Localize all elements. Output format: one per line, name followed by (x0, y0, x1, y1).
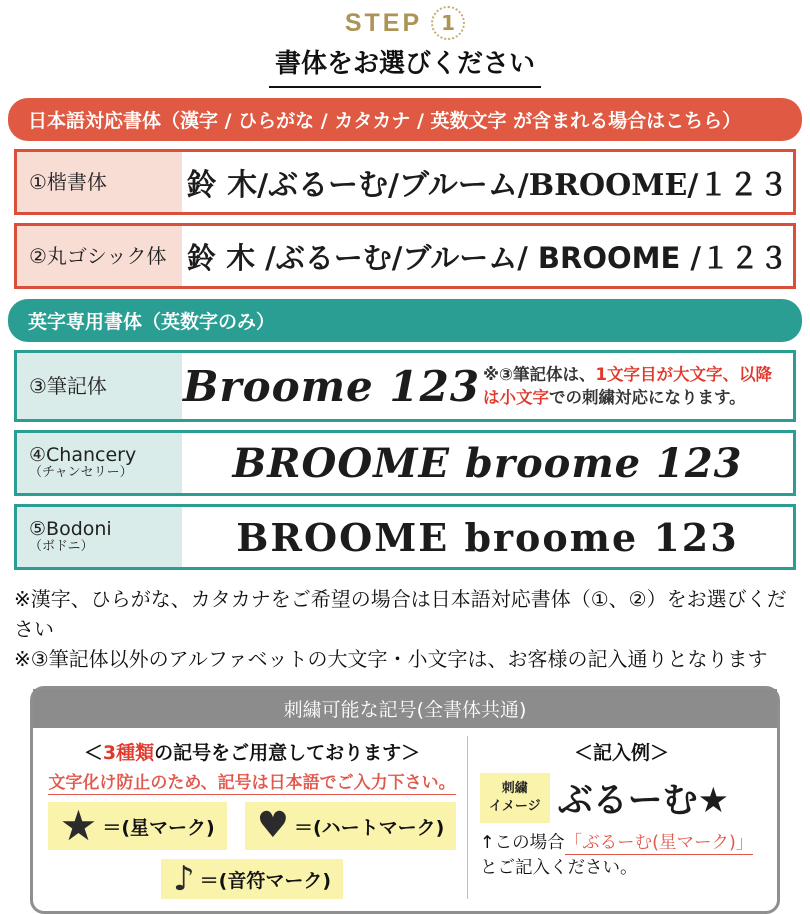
symbol-chip-star (48, 802, 227, 850)
symbols-box-body (33, 728, 777, 911)
font-label-text: ③筆記体 (29, 373, 107, 398)
script-note-text: ※③筆記体は、1文字目が大文字、以降は小文字での刺繍対応になります。 (483, 364, 772, 407)
example-title: ＜記入例＞ (573, 742, 669, 764)
badge-line-1: 刺繍 (501, 781, 528, 797)
step-number: 1 (441, 11, 456, 35)
font-option-script (14, 350, 796, 422)
footnote-case: ※③筆記体以外のアルファベットの大文字・小文字は、お客様の記入通りとなります (14, 647, 768, 671)
title-wrap (0, 43, 810, 88)
font-label-bodoni (17, 507, 182, 567)
japanese-fonts-section-header: 日本語対応書体（漢字 / ひらがな / カタカナ / 英数文字 が含まれる場合はこちら） (8, 98, 802, 141)
font-label-text: ⑤Bodoni (29, 517, 112, 540)
font-sample-script: Broome 123 (182, 361, 481, 411)
font-label-text: ④Chancery (29, 443, 137, 466)
symbols-box-header: 刺繍可能な記号(全書体共通) (33, 689, 777, 728)
symbol-chip-note (161, 859, 343, 899)
font-label-chancery (17, 433, 182, 493)
symbols-warning (45, 768, 459, 793)
font-sample-maru-gothic: 鈴 木 /ぶるーむ/ブルーム/ BROOME /１２３ (186, 240, 788, 275)
font-sample-kaisho: 鈴 木/ぶるーむ/ブルーム/BROOME/１２３ (186, 168, 789, 203)
font-option-kaisho (14, 149, 796, 215)
example-caption: ↑この場合「ぶるーむ(星マーク)」 とご記入ください。 (480, 833, 754, 879)
music-note-icon: ♪ (172, 859, 195, 899)
embroidery-image-badge (480, 773, 550, 822)
star-icon: ★ (59, 801, 98, 850)
font-label-text: ①楷書体 (29, 169, 107, 194)
font-sample-bodoni: BROOME broome 123 (236, 514, 739, 560)
font-label-kaisho (17, 152, 182, 212)
step-header (0, 0, 810, 40)
font-label-maru-gothic (17, 226, 182, 286)
symbol-label-heart: ＝(ハートマーク) (293, 816, 445, 839)
font-label-text: ②丸ゴシック体 (29, 243, 167, 268)
symbols-list-column (43, 736, 467, 899)
example-column (467, 736, 767, 899)
footnote-japanese: ※漢字、ひらがな、カタカナをご希望の場合は日本語対応書体（①、②）をお選びください (14, 587, 787, 641)
font-sample-chancery: BROOME broome 123 (232, 439, 743, 487)
embroidery-example-text: ぶるーむ★ (557, 781, 730, 821)
font-option-bodoni (14, 504, 796, 570)
step-label: STEP (344, 8, 423, 37)
embroidery-symbols-box (30, 686, 780, 914)
font-sublabel-text: （ボドニ） (29, 539, 94, 555)
symbol-label-note: ＝(音符マーク) (199, 869, 332, 892)
font-option-chancery (14, 430, 796, 496)
symbols-warning-text: 文字化け防止のため、記号は日本語でご入力下さい。 (48, 773, 456, 793)
symbols-row-1 (45, 802, 459, 850)
font-option-maru-gothic (14, 223, 796, 289)
symbols-row-2 (45, 859, 459, 899)
symbols-title: ＜3種類の記号をご用意しております＞ (83, 742, 421, 764)
font-sublabel-text: （チャンセリー） (29, 465, 133, 481)
example-row (480, 773, 763, 823)
badge-line-2: イメージ (489, 799, 541, 814)
step-number-badge (431, 6, 465, 40)
script-case-note (481, 353, 793, 419)
symbol-label-star: ＝(星マーク) (102, 816, 215, 839)
font-label-script (17, 353, 182, 419)
footnotes (14, 584, 796, 674)
english-fonts-section-header: 英字専用書体（英数字のみ） (8, 299, 802, 342)
symbol-chip-heart (245, 802, 457, 850)
page-title: 書体をお選びください (269, 43, 541, 88)
heart-icon: ♥ (256, 805, 289, 846)
